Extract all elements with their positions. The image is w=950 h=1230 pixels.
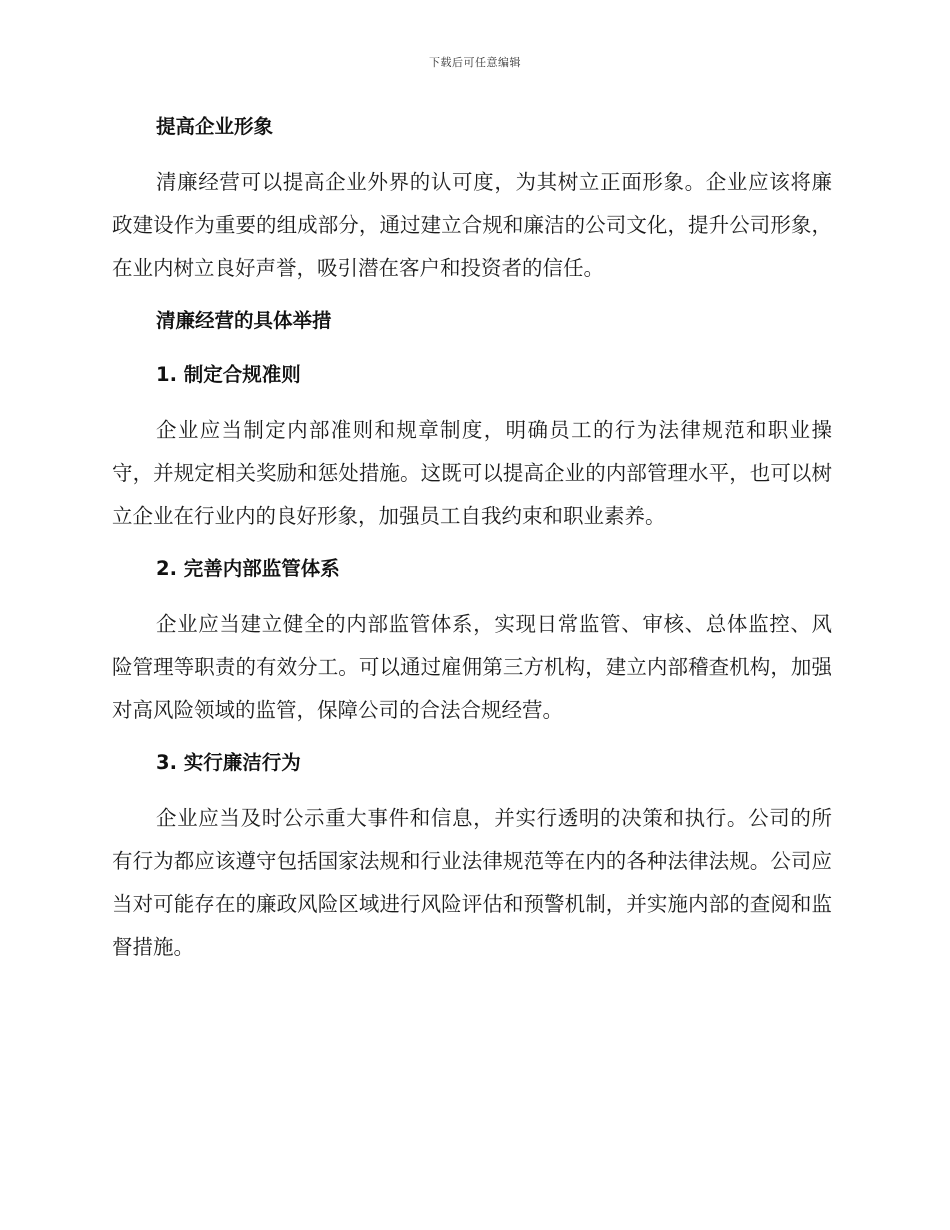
subheading-compliance-rules: 1. 制定合规准则 <box>156 363 301 386</box>
subheading-integrity-conduct: 3. 实行廉洁行为 <box>156 751 301 774</box>
paragraph-internal-supervision: 企业应当建立健全的内部监管体系，实现日常监管、审核、总体监控、风险管理等职责的有效分工。可以通过雇佣第三方机构，建立内部稽查机构，加强对高风险领域的监管，保障公司的合法合规经营。 <box>112 612 832 722</box>
section-heading-measures: 清廉经营的具体举措 <box>156 309 332 332</box>
document-body <box>112 107 832 980</box>
paragraph-corporate-image: 清廉经营可以提高企业外界的认可度，为其树立正面形象。企业应该将廉政建设作为重要的组成部分，通过建立合规和廉洁的公司文化，提升公司形象，在业内树立良好声誉，吸引潜在客户和投资者的信任。 <box>112 170 832 280</box>
paragraph-compliance-rules: 企业应当制定内部准则和规章制度，明确员工的行为法律规范和职业操守，并规定相关奖励和惩处措施。这既可以提高企业的内部管理水平，也可以树立企业在行业内的良好形象，加强员工自我约束和职业素养。 <box>112 418 832 528</box>
subheading-internal-supervision: 2. 完善内部监管体系 <box>156 557 340 580</box>
header-note: 下载后可任意编辑 <box>429 56 521 69</box>
paragraph-integrity-conduct: 企业应当及时公示重大事件和信息，并实行透明的决策和执行。公司的所有行为都应该遵守包括国家法规和行业法律规范等在内的各种法律法规。公司应当对可能存在的廉政风险区域进行风险评估和预警机制，并实施内部的查阅和监督措施。 <box>112 806 832 959</box>
section-heading-corporate-image: 提高企业形象 <box>156 115 274 138</box>
